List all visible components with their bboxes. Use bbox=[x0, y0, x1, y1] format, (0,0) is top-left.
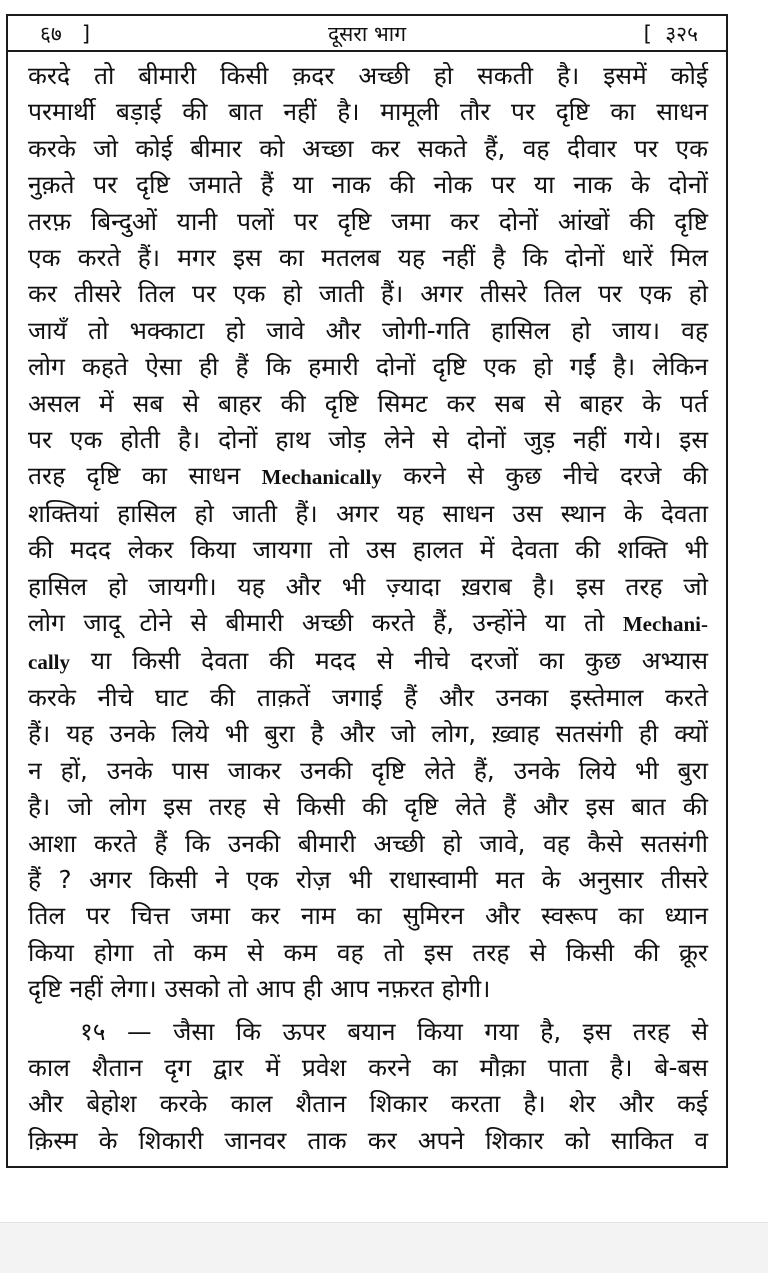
text-line: किया होगा तो कम से कम वह तो इस तरह से किसी की क्रूर bbox=[28, 937, 708, 967]
text-line: नुक़ते पर दृष्टि जमाते हैं या नाक की नोक पर या नाक के दोनों bbox=[28, 170, 708, 200]
book-page bbox=[6, 14, 728, 1168]
text-line: की मदद लेकर किया जायगा तो उस हालत में देवता की शक्ति भी bbox=[28, 535, 708, 565]
latin-word: Mechanically bbox=[261, 465, 382, 490]
text-line: परमार्थी बड़ाई की बात नहीं है। मामूली तौर पर दृष्टि का साधन bbox=[28, 97, 708, 127]
bracket-left: ] bbox=[81, 22, 91, 46]
text-line: न हों, उनके पास जाकर उनकी दृष्टि लेते हैं, उनके लिये भी बुरा bbox=[28, 755, 708, 785]
text-line: तरह दृष्टि का साधन Mechanically करने से कुछ नीचे दरजे की bbox=[28, 461, 708, 491]
text-line: cally या किसी देवता की मदद से नीचे दरजों का कुछ अभ्यास bbox=[28, 645, 708, 675]
text-line: क़िस्म के शिकारी जानवर ताक कर अपने शिकार को साकित व bbox=[28, 1125, 708, 1155]
text-line: आशा करते हैं कि उनकी बीमारी अच्छी हो जावे, वह कैसे सतसंगी bbox=[28, 828, 708, 858]
page-number-right: [ ३२५ bbox=[643, 22, 698, 46]
text-line: पर एक होती है। दोनों हाथ जोड़ लेने से दोनों जुड़ नहीं गये। इस bbox=[28, 425, 708, 455]
text-line: तरफ़ बिन्दुओं यानी पलों पर दृष्टि जमा कर दोनों आंखों की दृष्टि bbox=[28, 206, 708, 236]
bracket-right: [ bbox=[643, 22, 652, 46]
text-line: करदे तो बीमारी किसी क़दर अच्छी हो सकती है। इसमें कोई bbox=[28, 61, 708, 90]
text-line: हासिल हो जायगी। यह और भी ज़्यादा ख़राब है। इस तरह जो bbox=[28, 571, 708, 601]
text-line: कर तीसरे तिल पर एक हो जाती हैं। अगर तीसरे तिल पर एक हो bbox=[28, 279, 708, 309]
text-line: असल में सब से बाहर की दृष्टि सिमट कर सब से बाहर के पर्त bbox=[28, 388, 708, 418]
page-title: दूसरा भाग bbox=[327, 22, 407, 46]
text-line: है। जो लोग इस तरह से किसी की दृष्टि लेते हैं और इस बात की bbox=[28, 792, 708, 822]
paragraph-start-line: १५ — जैसा कि ऊपर बयान किया गया है, इस तरह से bbox=[80, 1016, 708, 1046]
text-line: और बेहोश करके काल शैतान शिकार करता है। शेर और कई bbox=[28, 1089, 708, 1119]
body-text bbox=[28, 58, 708, 1159]
text-line: एक करते हैं। मगर इस का मतलब यह नहीं है कि दोनों धारें मिल bbox=[28, 243, 708, 273]
text-line: जायँ तो भक्काटा हो जावे और जोगी-गति हासिल हो जाय। वह bbox=[28, 315, 708, 345]
text-line: करके जो कोई बीमार को अच्छा कर सकते हैं, वह दीवार पर एक bbox=[28, 133, 708, 163]
text-line: हैं। यह उनके लिये भी बुरा है और जो लोग, ख़्वाह सतसंगी ही क्यों bbox=[28, 719, 708, 749]
text-line: शक्तियां हासिल हो जाती हैं। अगर यह साधन उस स्थान के देवता bbox=[28, 498, 708, 528]
running-header bbox=[8, 16, 726, 52]
text-line: हैं ? अगर किसी ने एक रोज़ भी राधास्वामी मत के अनुसार तीसरे bbox=[28, 864, 708, 894]
text-line: तिल पर चित्त जमा कर नाम का सुमिरन और स्वरूप का ध्यान bbox=[28, 901, 708, 931]
latin-word: cally bbox=[28, 649, 70, 674]
text-line: काल शैतान दृग द्वार में प्रवेश करने का मौक़ा पाता है। बे-बस bbox=[28, 1052, 708, 1082]
text-line: करके नीचे घाट की ताक़तें जगाई हैं और उनका इस्तेमाल करते bbox=[28, 682, 708, 712]
latin-word: Mechani- bbox=[622, 612, 708, 637]
text-line: लोग कहते ऐसा ही हैं कि हमारी दोनों दृष्टि एक हो गईं है। लेकिन bbox=[28, 352, 708, 382]
text-line: दृष्टि नहीं लेगा। उसको तो आप ही आप नफ़रत होगी। bbox=[28, 974, 491, 1004]
text-line: लोग जादू टोने से बीमारी अच्छी करते हैं, उन्होंने या तो Mechani- bbox=[28, 608, 708, 638]
viewer-bottom-bar bbox=[0, 1222, 768, 1273]
page-number-left: ६७ ] bbox=[40, 22, 91, 46]
